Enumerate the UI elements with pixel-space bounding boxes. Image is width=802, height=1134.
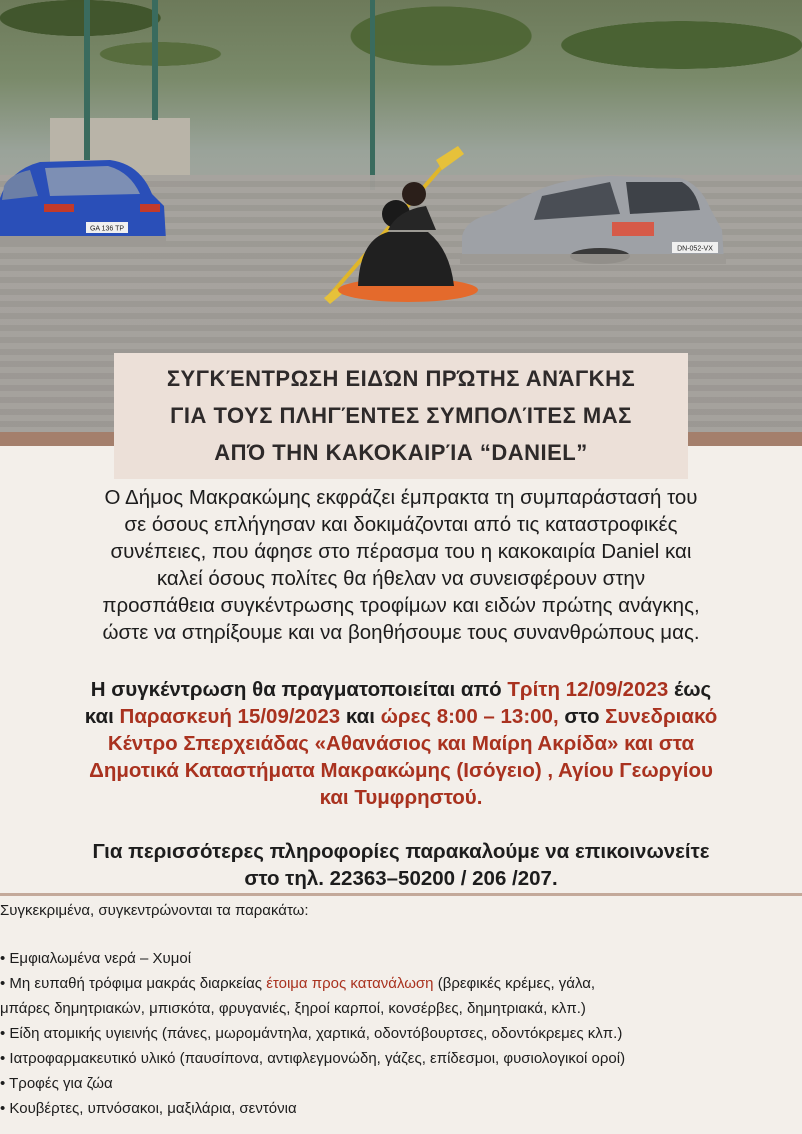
title-line-2: ΓΙΑ ΤΟΥΣ ΠΛΗΓΈΝΤΕΣ ΣΥΜΠΟΛΊΤΕΣ ΜΑΣ xyxy=(170,403,632,428)
list-item: • Είδη ατομικής υγιεινής (πάνες, μωρομάντηλα, χαρτικά, οδοντόβουρτσες, οδοντόκρεμες κλπ.) xyxy=(0,1025,623,1042)
right-plate-text: DN-052-VX xyxy=(677,245,713,253)
intro-line: προσπάθεια συγκέντρωσης τροφίμων και ειδών πρώτης ανάγκης, xyxy=(102,594,700,617)
list-heading: Συγκεκριμένα, συγκεντρώνονται τα παρακάτω: xyxy=(0,902,309,919)
items-list xyxy=(0,946,802,1121)
contact-paragraph xyxy=(18,838,784,892)
start-date: Τρίτη 12/09/2023 xyxy=(507,678,669,701)
lamp-pole xyxy=(152,0,158,120)
location-text: Συνεδριακό xyxy=(605,705,718,728)
intro-line: ώστε να στηρίξουμε και να βοηθήσουμε τους συνανθρώπους μας. xyxy=(102,621,700,644)
location-line: Δημοτικά Καταστήματα Μακρακώμης (Ισόγειο) , Αγίου Γεωργίου xyxy=(89,759,713,782)
list-item: • Τροφές για ζώα xyxy=(0,1075,113,1092)
collection-text: και xyxy=(340,705,381,728)
collection-line xyxy=(18,703,784,730)
intro-line: καλεί όσους πολίτες θα ήθελαν να συνεισφέρουν στην xyxy=(156,567,646,590)
blue-car xyxy=(0,158,166,246)
contact-phone: στο τηλ. 22363–50200 / 206 /207. xyxy=(244,867,558,890)
list-item-highlight: έτοιμα προς κατανάλωση xyxy=(266,975,434,992)
title-line-3: ΑΠΌ ΤΗΝ ΚΑΚΟΚΑΙΡΊΑ “DANIEL” xyxy=(214,440,588,465)
lamp-pole xyxy=(84,0,90,160)
title-line-1: ΣΥΓΚΈΝΤΡΩΣΗ ΕΙΔΏΝ ΠΡΏΤΗΣ ΑΝΆΓΚΗΣ xyxy=(166,366,636,391)
collection-text: και xyxy=(84,705,120,728)
people-in-kayak xyxy=(318,140,478,310)
contact-line: Για περισσότερες πληροφορίες παρακαλούμε να επικοινωνείτε xyxy=(92,840,710,863)
intro-line: συνέπειες, που άφησε στο πέρασμα του η κακοκαιρία Daniel και xyxy=(110,540,692,563)
list-item-continuation: μπάρες δημητριακών, μπισκότα, φρυγανιές, ξηροί καρποί, κονσέρβες, δημητριακά, κλπ.) xyxy=(0,1000,586,1017)
intro-line: Ο Δήμος Μακρακώμης εκφράζει έμπρακτα τη συμπαράστασή του xyxy=(104,486,698,509)
collection-line xyxy=(18,676,784,703)
intro-line: σε όσους επλήγησαν και δοκιμάζονται από τις καταστροφικές xyxy=(124,513,678,536)
collection-paragraph xyxy=(18,676,784,811)
location-line: και Τυμφρηστού. xyxy=(319,786,483,809)
end-date: Παρασκευή 15/09/2023 xyxy=(119,705,341,728)
list-item: • Ιατροφαρμακευτικό υλικό (παυσίπονα, αντιφλεγμονώδη, γάζες, επίδεσμοι, φυσιολογικοί οροί) xyxy=(0,1050,626,1067)
intro-paragraph xyxy=(18,484,784,646)
list-item xyxy=(0,971,802,996)
list-item-text: (βρεφικές κρέμες, γάλα, xyxy=(433,975,596,992)
list-item: • Εμφιαλωμένα νερά – Χυμοί xyxy=(0,950,192,967)
location-line: Κέντρο Σπερχειάδας «Αθανάσιος και Μαίρη Ακρίδα» και στα xyxy=(107,732,695,755)
divider-rule xyxy=(0,893,802,896)
collection-text: στο xyxy=(558,705,606,728)
collection-text: έως xyxy=(668,678,712,701)
list-item-text: • Μη ευπαθή τρόφιμα μακράς διαρκείας xyxy=(0,975,267,992)
silver-car xyxy=(460,174,726,264)
collection-text: Η συγκέντρωση θα πραγματοποιείται από xyxy=(90,678,508,701)
left-plate-text: GA 136 TP xyxy=(89,225,125,233)
collection-hours: ώρες 8:00 – 13:00, xyxy=(380,705,559,728)
title-box xyxy=(114,353,688,479)
list-item: • Κουβέρτες, υπνόσακοι, μαξιλάρια, σεντόνια xyxy=(0,1100,297,1117)
